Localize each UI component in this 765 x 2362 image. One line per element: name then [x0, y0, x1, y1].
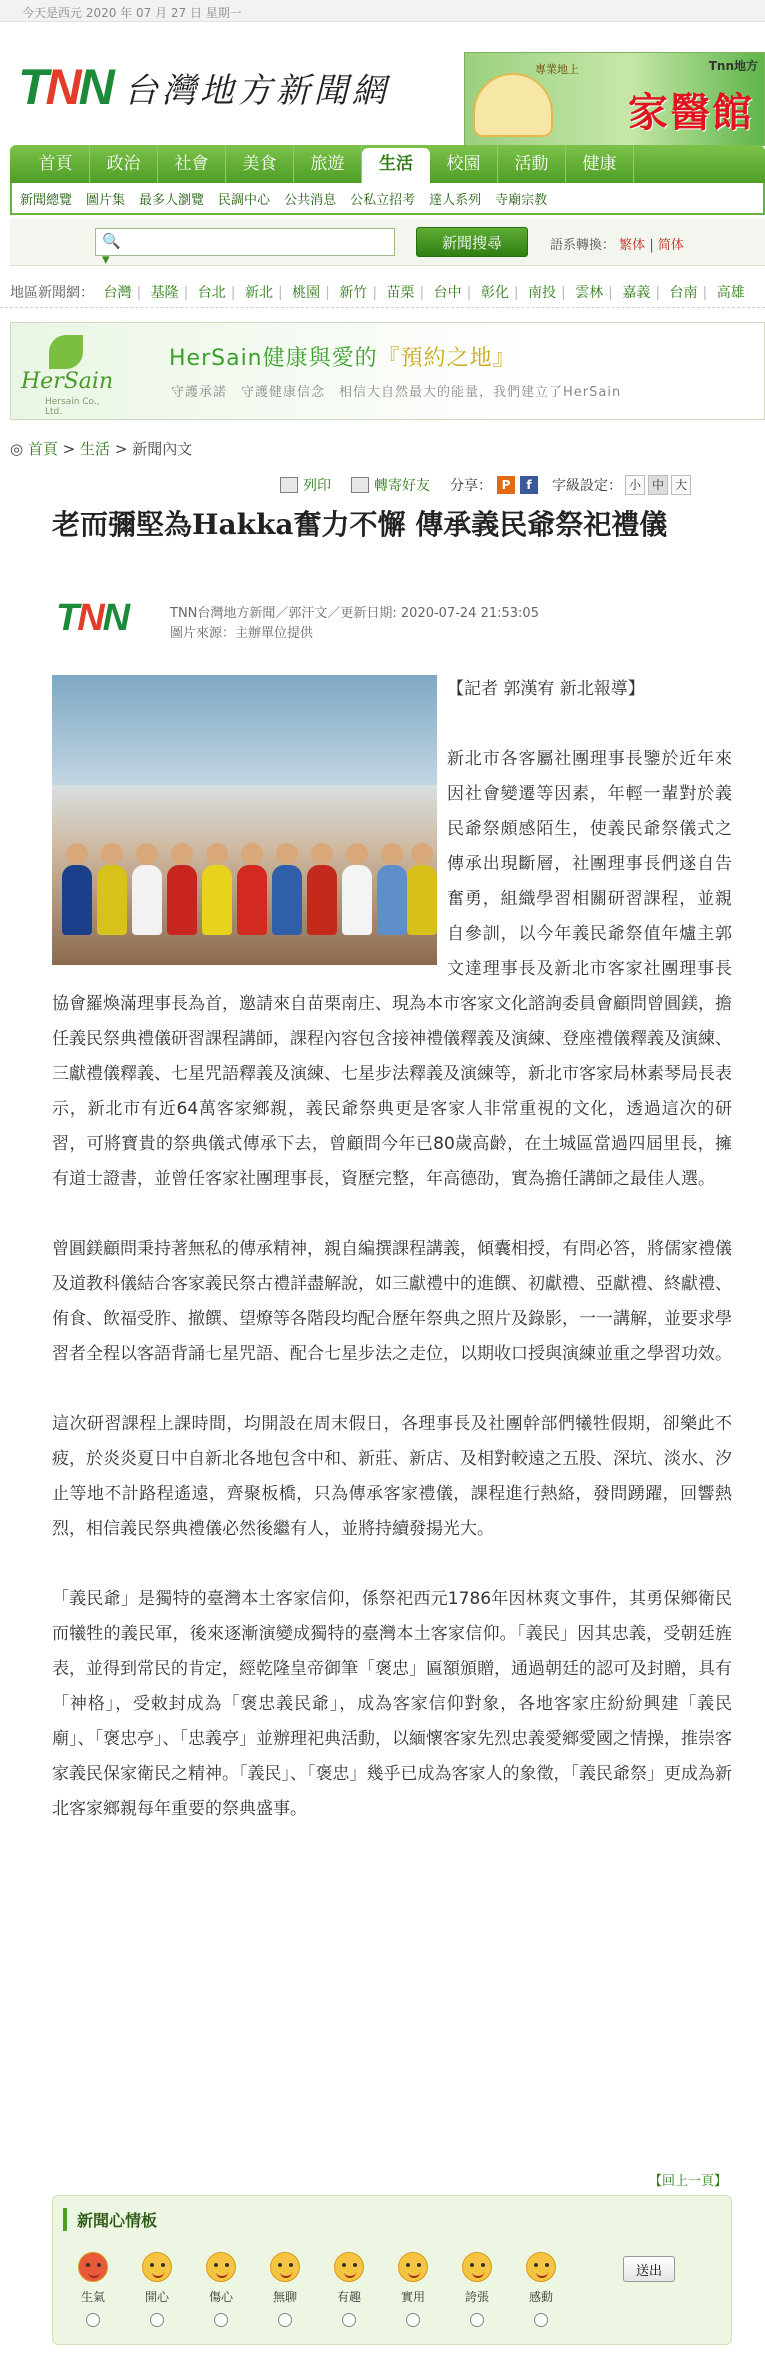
article-paragraph: 這次研習課程上課時間，均開設在周末假日，各理事長及社團幹部們犧牲假期，卻樂此不疲，於炎炎夏日中自新北各地包含中和、新莊、新店、及相對較遠之五股、深坑、淡水、汐止等地不計路程遙遠，齊聚板橋，只為傳承客家禮儀，課程進行熱絡，發問踴躍，回響熱烈，相信義民祭典禮儀必然後繼有人，並將持續發揚光大。: [52, 1414, 732, 1539]
family-clinic-banner[interactable]: [464, 52, 765, 146]
region-link[interactable]: 台灣: [103, 285, 132, 301]
article-paragraph: 曾圓鎂顧問秉持著無私的傳承精神，親自編撰課程講義，傾囊相授，有問必答，將儒家禮儀及道教科儀結合客家義民祭古禮詳盡解說，如三獻禮中的進饌、初獻禮、亞獻禮、終獻禮、侑食、飲福受胙、撤饌、望燎等各階段均配合歷年祭典之照片及錄影，一一講解，並要求學習者全程以客語背誦七星咒語、配合七星步法之走位，以期收口授與演練並重之學習功效。: [52, 1239, 732, 1364]
sad-face-icon: [206, 2252, 236, 2282]
article-tools: [280, 475, 691, 495]
banner-title: 家醫館: [628, 90, 754, 136]
nav-travel[interactable]: 旅遊: [294, 145, 362, 183]
mood-radio[interactable]: [406, 2313, 420, 2327]
breadcrumb-current: 新聞內文: [132, 440, 193, 458]
region-link[interactable]: 桃園: [292, 285, 321, 301]
glasses-face-icon: [398, 2252, 428, 2282]
cartoon-icon: [473, 73, 553, 137]
site-logo[interactable]: [18, 59, 390, 115]
mood-angry: 生氣: [63, 2252, 123, 2327]
hersain-slogan: 守護承諾 守護健康信念 相信大自然最大的能量，我們建立了HerSain: [171, 385, 622, 400]
mood-radio[interactable]: [342, 2313, 356, 2327]
share-label: 分享：: [450, 478, 492, 494]
nav-health[interactable]: 健康: [566, 145, 634, 183]
subnav-experts[interactable]: 達人系列: [429, 193, 482, 208]
target-icon: ◎: [10, 440, 24, 458]
region-link[interactable]: 苗栗: [386, 285, 415, 301]
breadcrumb-section[interactable]: 生活: [80, 440, 111, 458]
search-input[interactable]: [95, 228, 395, 268]
region-link[interactable]: 雲林: [575, 285, 604, 301]
fun-face-icon: [334, 2252, 364, 2282]
regional-news-label: 地區新聞網：: [10, 285, 94, 301]
image-source: 圖片來源：主辦單位提供: [170, 626, 314, 641]
touched-face-icon: [526, 2252, 556, 2282]
traditional-chinese-link[interactable]: 繁体: [619, 238, 646, 253]
language-separator: |: [649, 238, 654, 253]
reporter-byline: 【記者 郭漢宥 新北報導】: [447, 679, 645, 699]
hersain-logo-word: HerSain: [21, 369, 114, 394]
subnav-gallery[interactable]: 圖片集: [86, 193, 126, 208]
nav-home[interactable]: 首頁: [22, 145, 90, 183]
mood-useful: 實用: [383, 2252, 443, 2327]
region-link[interactable]: 高雄: [716, 285, 745, 301]
subnav-public-news[interactable]: 公共消息: [284, 193, 337, 208]
tnn-small-logo-icon: TNN: [56, 597, 129, 639]
plurk-share-icon[interactable]: P: [497, 476, 515, 494]
article-source-date: TNN台灣地方新聞／郭汗文／更新日期: 2020-07-24 21:53:05: [170, 606, 539, 621]
current-date: 今天是西元 2020 年 07 月 27 日 星期一: [22, 6, 242, 20]
facebook-share-icon[interactable]: f: [520, 476, 538, 494]
back-link[interactable]: 【回上一頁】: [648, 2174, 727, 2189]
mood-radio[interactable]: [534, 2313, 548, 2327]
print-button[interactable]: 列印: [280, 475, 331, 495]
nav-society[interactable]: 社會: [158, 145, 226, 183]
article-meta: [170, 604, 539, 644]
hersain-title: HerSain健康與愛的『預約之地』: [169, 346, 516, 371]
happy-face-icon: [142, 2252, 172, 2282]
nav-food[interactable]: 美食: [226, 145, 294, 183]
forward-friend-button[interactable]: 轉寄好友: [351, 475, 430, 495]
subnav-temples[interactable]: 寺廟宗教: [495, 193, 548, 208]
mood-radio[interactable]: [214, 2313, 228, 2327]
site-header: [0, 22, 765, 142]
main-nav: [10, 145, 765, 183]
font-small-button[interactable]: 小: [625, 475, 645, 495]
language-switch: [550, 234, 684, 253]
hersain-banner[interactable]: [10, 322, 765, 420]
nav-life[interactable]: 生活: [362, 148, 430, 183]
search-icon[interactable]: 🔍▾: [102, 232, 121, 268]
mood-radio[interactable]: [470, 2313, 484, 2327]
font-large-button[interactable]: 大: [671, 475, 691, 495]
news-search-button[interactable]: 新聞搜尋: [416, 227, 528, 257]
mood-exaggerated: 誇張: [447, 2252, 507, 2327]
region-link[interactable]: 南投: [528, 285, 556, 301]
mood-fun: 有趣: [319, 2252, 379, 2327]
leaf-icon: [49, 335, 83, 369]
subnav-recruitment[interactable]: 公私立招考: [350, 193, 416, 208]
region-link[interactable]: 台南: [669, 285, 698, 301]
mood-radio[interactable]: [86, 2313, 100, 2327]
shocked-face-icon: [462, 2252, 492, 2282]
mood-radio[interactable]: [278, 2313, 292, 2327]
top-date-bar: [0, 0, 765, 22]
article-paragraph: 新北市各客屬社團理事長鑒於近年來因社會變遷等因素，年輕一輩對於義民爺祭頗感陌生，使義民爺祭儀式之傳承出現斷層，社團理事長們遂自告奮勇，組織學習相關研習課程，並親自參訓，以今年義民爺祭值年爐主郭文達理事長及新北市客家社團理事長協會羅煥滿理事長為首，邀請來自苗栗南庄、現為本市客家文化諮詢委員會顧問曾圓鎂，擔任義民祭典禮儀研習課程講師，課程內容包含接神禮儀釋義及演練、登座禮儀釋義及演練、三獻禮儀釋義、七星咒語釋義及演練、七星步法釋義及演練等，新北市客家局林素琴局長表示，新北市有近64萬客家鄉親，義民爺祭典更是客家人非常重視的文化，透過這次的研習，可將寶貴的祭典儀式傳承下去，曾顧問今年已80歲高齡，在土城區當過四屆里長，擁有道士證書，並曾任客家社團理事長，資歷完整，年高德劭，實為擔任講師之最佳人選。: [52, 749, 732, 1189]
nav-campus[interactable]: 校園: [430, 145, 498, 183]
site-name: 台灣地方新聞網: [123, 70, 390, 111]
region-link[interactable]: 台中: [433, 285, 462, 301]
region-link[interactable]: 新竹: [339, 285, 368, 301]
hersain-logo: [21, 335, 114, 417]
regional-news-bar: 地區新聞網： 台灣 | 基隆 | 台北 | 新北 | 桃園 | 新竹 | 苗栗 | 台中 | 彰化 | 南投 | 雲林 | 嘉義 | 台南 | 高雄: [0, 276, 765, 308]
font-size-label: 字級設定：: [552, 478, 622, 494]
banner-tag: 專業地上: [535, 63, 579, 76]
hersain-logo-sub: Hersain Co., Ltd.: [45, 397, 100, 417]
subnav-most-viewed[interactable]: 最多人瀏覽: [139, 193, 205, 208]
subnav-news-overview[interactable]: 新聞總覽: [20, 193, 73, 208]
article-paragraph: 「義民爺」是獨特的臺灣本土客家信仰，係祭祀西元1786年因林爽文事件，其勇保鄉衛民而犧牲的義民軍，後來逐漸演變成獨特的臺灣本土客家信仰。「義民」因其忠義，受朝廷旌表，並得到常民的肯定，經乾隆皇帝御筆「褒忠」匾額頒贈，通過朝廷的認可及封贈，具有「神格」，受敕封成為「褒忠義民爺」，成為客家信仰對象，各地客家庄紛紛興建「義民廟」、「褒忠亭」、「忠義亭」並辦理祀典活動，以緬懷客家先烈忠義愛鄉愛國之情操，推崇客家義民保家衛民之精神。「義民」、「褒忠」幾乎已成為客家人的象徵，「義民爺祭」更成為新北客家鄉親每年重要的祭典盛事。: [52, 1589, 732, 1819]
mood-bored: 無聊: [255, 2252, 315, 2327]
article-title: 老而彌堅為Hakka奮力不懈 傳承義民爺祭祀禮儀: [52, 508, 668, 541]
nav-politics[interactable]: 政治: [90, 145, 158, 183]
language-label: 語系轉換：: [550, 238, 616, 253]
mood-board: [52, 2195, 732, 2345]
mood-happy: 開心: [127, 2252, 187, 2327]
mail-icon: [351, 477, 369, 493]
breadcrumb-home[interactable]: 首頁: [27, 440, 58, 458]
tnn-logo-icon: TNN: [18, 59, 112, 115]
mood-board-title: 新聞心情板: [63, 2208, 157, 2231]
mood-radio[interactable]: [150, 2313, 164, 2327]
banner-brand: Tnn地方: [708, 59, 758, 73]
region-link[interactable]: 嘉義: [622, 285, 651, 301]
simplified-chinese-link[interactable]: 简体: [657, 238, 684, 253]
bored-face-icon: [270, 2252, 300, 2282]
angry-face-icon: [78, 2252, 108, 2282]
printer-icon: [280, 477, 298, 493]
article-body: [52, 672, 732, 1862]
search-bar: [10, 218, 765, 266]
mood-sad: 傷心: [191, 2252, 251, 2327]
mood-submit-button[interactable]: 送出: [623, 2256, 675, 2282]
mood-touched: 感動: [511, 2252, 571, 2327]
region-link[interactable]: 基隆: [150, 285, 179, 301]
nav-events[interactable]: 活動: [498, 145, 566, 183]
region-link[interactable]: 彰化: [480, 285, 509, 301]
region-link[interactable]: 新北: [244, 285, 273, 301]
region-link[interactable]: 台北: [197, 285, 226, 301]
sub-nav: [10, 183, 765, 215]
breadcrumb: ◎ 首頁 > 生活 > 新聞內文: [10, 440, 193, 458]
font-medium-button[interactable]: 中: [648, 475, 668, 495]
subnav-poll-center[interactable]: 民調中心: [218, 193, 271, 208]
